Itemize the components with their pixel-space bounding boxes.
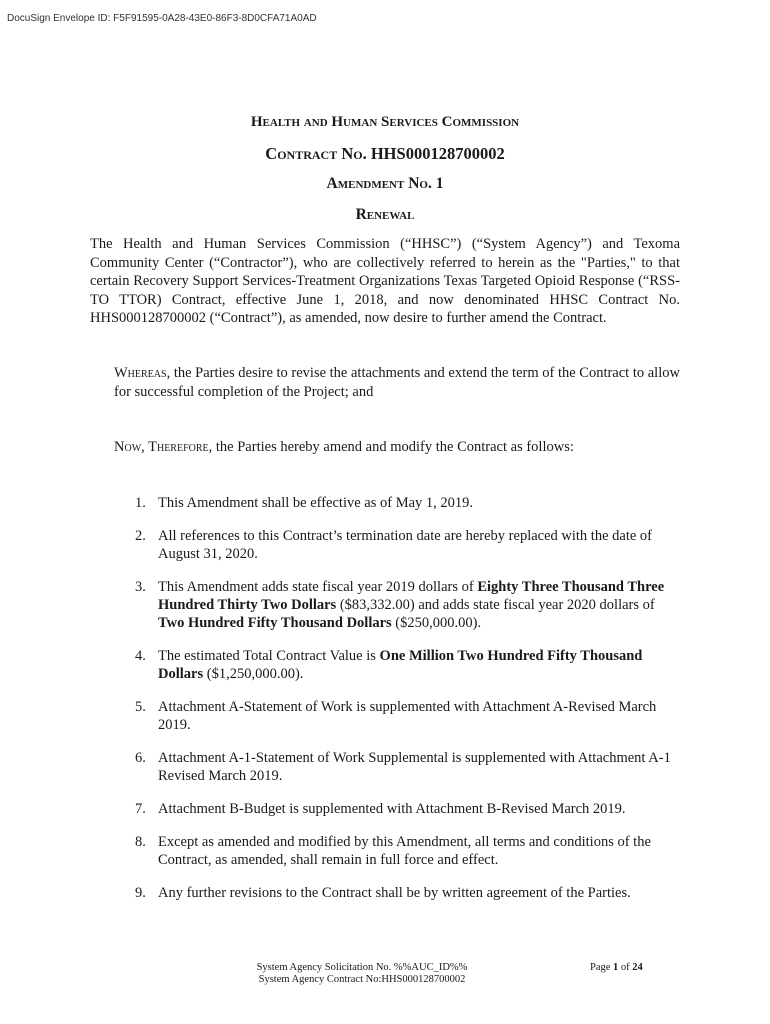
list-item: 1. This Amendment shall be effective as of May 1, 2019. xyxy=(135,495,474,511)
amendment-number: 1 xyxy=(435,175,444,192)
list-item: 8. Except as amended and modified by this Amendment, all terms and conditions of the Contract, as amended, shall remain in full force and effect. xyxy=(135,834,651,868)
footer-solicitation: System Agency Solicitation No. %%AUC_ID%% xyxy=(256,962,468,973)
footer-references xyxy=(212,962,512,986)
list-item: 2. All references to this Contract’s termination date are hereby replaced with the date of August 31, 2020. xyxy=(135,528,653,562)
amendment-items-list xyxy=(114,494,684,902)
page-number: Page 1 of 24 xyxy=(590,962,643,973)
contract-label: Contract No. xyxy=(265,144,367,163)
contract-number: HHS000128700002 xyxy=(370,144,505,163)
list-item: 9. Any further revisions to the Contract shall be by written agreement of the Parties. xyxy=(135,885,631,901)
whereas-paragraph xyxy=(114,364,684,401)
now-therefore-paragraph xyxy=(114,438,684,457)
list-item: 5. Attachment A-Statement of Work is supplemented with Attachment A-Revised March 2019. xyxy=(135,699,657,733)
renewal-heading: Renewal xyxy=(355,206,415,223)
list-item: 6. Attachment A-1-Statement of Work Supplemental is supplemented with Attachment A-1 Revised March 2019. xyxy=(135,750,671,784)
list-item: 3. This Amendment adds state fiscal year 2019 dollars of Eighty Three Thousand Three Hundred Thirty Two Dollars ($83,332.00) and adds state fiscal year 2020 dollars of Two Hundred Fifty Thousand Dollars ($250,000.00). xyxy=(135,579,665,631)
footer-contract: System Agency Contract No:HHS000128700002 xyxy=(258,974,466,985)
amendment-label: Amendment No. xyxy=(326,175,432,192)
now-lead: Now, Therefore xyxy=(114,439,209,455)
amendment-heading xyxy=(0,175,770,193)
agency-heading: Health and Human Services Commission xyxy=(250,114,520,130)
whereas-lead: Whereas xyxy=(114,365,167,381)
whereas-text: , the Parties desire to revise the attachments and extend the term of the Contract to allow for successful completion of the Project; and xyxy=(114,365,680,400)
intro-paragraph: The Health and Human Services Commission (“HHSC”) (“System Agency”) and Texoma Community Center (“Contractor”), who are collectively referred to herein as the "Parties," to that certain Recovery Support Services-Treatment Organizations Texas Targeted Opioid Response (“RSS-TO TTOR) Contract, effective June 1, 2018, and now denominated HHSC Contract No. HHS000128700002 (“Contract”), as amended, now desire to further amend the Contract. xyxy=(90,236,680,326)
docusign-envelope-id: DocuSign Envelope ID: F5F91595-0A28-43E0-86F3-8D0CFA71A0AD xyxy=(7,13,317,24)
contract-heading xyxy=(0,144,770,164)
now-text: , the Parties hereby amend and modify the Contract as follows: xyxy=(208,439,574,455)
list-item: 7. Attachment B-Budget is supplemented with Attachment B-Revised March 2019. xyxy=(135,801,626,817)
list-item: 4. The estimated Total Contract Value is One Million Two Hundred Fifty Thousand Dollars ($1,250,000.00). xyxy=(135,648,643,682)
